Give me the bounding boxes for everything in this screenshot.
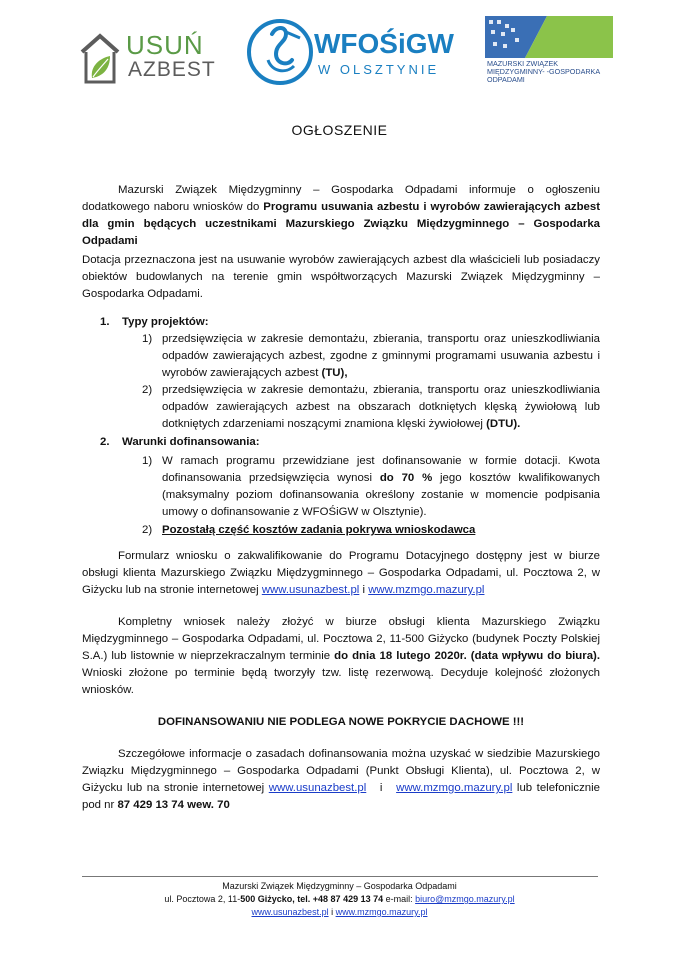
item-number: 1)	[142, 455, 153, 467]
header-logos	[0, 14, 679, 84]
footer-usunazbest-link[interactable]: www.usunazbest.pl	[251, 907, 329, 917]
item-text: Pozostałą część kosztów zadania pokrywa wnioskodawca	[162, 524, 476, 536]
footer-org-name: Mazurski Związek Międzygminny – Gospodarka Odpadami	[222, 881, 457, 891]
list-item	[142, 522, 600, 539]
item-percent: do 70 %	[379, 472, 433, 484]
item-number: 2)	[142, 384, 153, 396]
intro-program-name: Programu usuwania azbestu i wyrobów zawierających azbest dla gmin będących uczestnikami Mazurskiego Związku Międzygminnego – Gospodarka Odpadami	[82, 201, 600, 247]
footer-address	[0, 893, 679, 906]
phone-number: 87 429 13 74 wew. 70	[117, 799, 230, 811]
list-item	[142, 331, 600, 382]
section-1-heading	[100, 314, 209, 331]
mzmgo-link[interactable]: www.mzmgo.mazury.pl	[396, 782, 513, 794]
footer-divider	[82, 876, 598, 877]
section-typy-projektow	[82, 314, 600, 434]
kompletny-text: Kompletny wniosek należy złożyć w biurze obsługi klienta Mazurskiego Związku Międzygminnego – Gospodarka Odpadami, ul. Pocztowa 2, 11-500 Giżycko (budynek Poczty Polskiej S.A.) lub listownie w nieprzekraczalnym terminie	[82, 616, 600, 662]
mzmgo-link[interactable]: www.mzmgo.mazury.pl	[368, 584, 485, 596]
info-connector: i	[366, 782, 397, 794]
footer-email-link[interactable]: biuro@mzmgo.mazury.pl	[415, 894, 515, 904]
footer-street: ul. Pocztowa 2, 11-	[164, 894, 241, 904]
section-1-title: Typy projektów:	[122, 316, 209, 328]
footer-connector: i	[328, 907, 336, 917]
list-item	[142, 453, 600, 521]
usunazbest-link[interactable]: www.usunazbest.pl	[261, 584, 360, 596]
formularz-connector: i	[359, 584, 369, 596]
mzm-logo-text: MAZURSKI ZWIĄZEK MIĘDZYGMINNY- -GOSPODARKA ODPADAMI	[487, 59, 600, 84]
stork-icon	[246, 16, 314, 88]
usun-logo-line1: USUŃ	[126, 30, 204, 60]
page-title: OGŁOSZENIE	[291, 122, 388, 138]
footer-links	[0, 906, 679, 919]
wfos-logo-line2: W OLSZTYNIE	[318, 62, 440, 77]
kompletny-text-cont: Wnioski złożone po terminie będą tworzyły tzw. listę rezerwową. Decyduje kolejność złożonych wniosków.	[82, 667, 600, 696]
formularz-text: Formularz wniosku o zakwalifikowanie do Programu Dotacyjnego dostępny jest w biurze obsługi klienta Mazurskiego Związku Międzygminnego – Gospodarka Odpadami, ul. Pocztowa 2, w Giżycku lub na stronie internetowej	[82, 550, 600, 596]
item-text: W ramach programu przewidziane jest dofinansowanie w formie dotacji. Kwota dofinansowania przedsięwzięcia wynosi	[162, 455, 600, 484]
formularz-paragraph	[82, 548, 600, 599]
dotacja-paragraph: Dotacja przeznaczona jest na usuwanie wyrobów zawierających azbest dla właścicieli lub posiadaczy obiektów budowlanych na terenie gmin współtworzących Mazurski Związek Międzygminny – Gospodarka Odpadami.	[82, 254, 600, 300]
intro-text: Mazurski Związek Międzygminny – Gospodarka Odpadami informuje o ogłoszeniu dodatkowego naboru wniosków do	[82, 184, 600, 213]
info-text: Szczegółowe informacje o zasadach dofinansowania można uzyskać w siedzibie Mazurskiego Związku Międzygminnego – Gospodarka Odpadami (Punkt Obsługi Klienta), ul. Pocztowa 2, w Giżycku lub na stronie internetowej	[82, 748, 600, 794]
deadline-text: do dnia 18 lutego 2020r. (data wpływu do biura).	[334, 650, 600, 662]
intro-paragraph	[82, 182, 600, 250]
section-warunki-dofinansowania	[82, 434, 600, 544]
mzm-emblem-icon	[485, 16, 613, 58]
item-text: przedsięwzięcia w zakresie demontażu, zbierania, transportu oraz unieszkodliwiania odpadów zawierających azbest, zgodne z gminnymi programami usuwania azbestu i wyrobów zawierających azbest	[162, 333, 600, 379]
usun-azbest-logo	[78, 28, 218, 86]
footer-phone: 500 Giżycko, tel. +48 87 429 13 74	[240, 894, 384, 904]
house-leaf-icon	[78, 28, 124, 86]
item-number: 2)	[142, 524, 153, 536]
item-text: przedsięwzięcia w zakresie demontażu, zbierania, transportu oraz unieszkodliwiania odpadów zawierających azbest na obszarach dotkniętych klęską żywiołową lub dotkniętych zdarzeniami noszącymi znamiona klęski żywiołowej	[162, 384, 600, 430]
section-2-heading	[100, 434, 260, 451]
item-code: (DTU).	[486, 418, 521, 430]
footer-email-label: e-mail:	[383, 894, 416, 904]
item-text-cont: jego kosztów kwalifikowanych (maksymalny poziom dofinansowania określony zostanie w momencie podpisania umowy o dofinansowanie z WFOŚiGW w Olsztynie).	[162, 472, 601, 518]
mzm-go-logo	[485, 16, 615, 96]
section-1-number: 1.	[100, 316, 110, 328]
info-phone-label: lub telefonicznie pod nr	[82, 782, 600, 811]
item-code: (TU),	[321, 367, 348, 379]
section-2-number: 2.	[100, 436, 110, 448]
list-item	[142, 382, 600, 433]
section-2-title: Warunki dofinansowania:	[122, 436, 260, 448]
warning-notice: DOFINANSOWANIU NIE PODLEGA NOWE POKRYCIE DACHOWE !!!	[157, 716, 525, 728]
wfosigw-logo	[246, 14, 456, 94]
page-footer	[0, 880, 679, 919]
usun-logo-line2: AZBEST	[128, 58, 216, 81]
wfos-logo-line1: WFOŚiGW	[314, 28, 454, 59]
item-number: 1)	[142, 333, 153, 345]
usunazbest-link[interactable]: www.usunazbest.pl	[268, 782, 367, 794]
kompletny-paragraph	[82, 614, 600, 699]
info-paragraph	[82, 746, 600, 814]
footer-mzmgo-link[interactable]: www.mzmgo.mazury.pl	[335, 907, 428, 917]
